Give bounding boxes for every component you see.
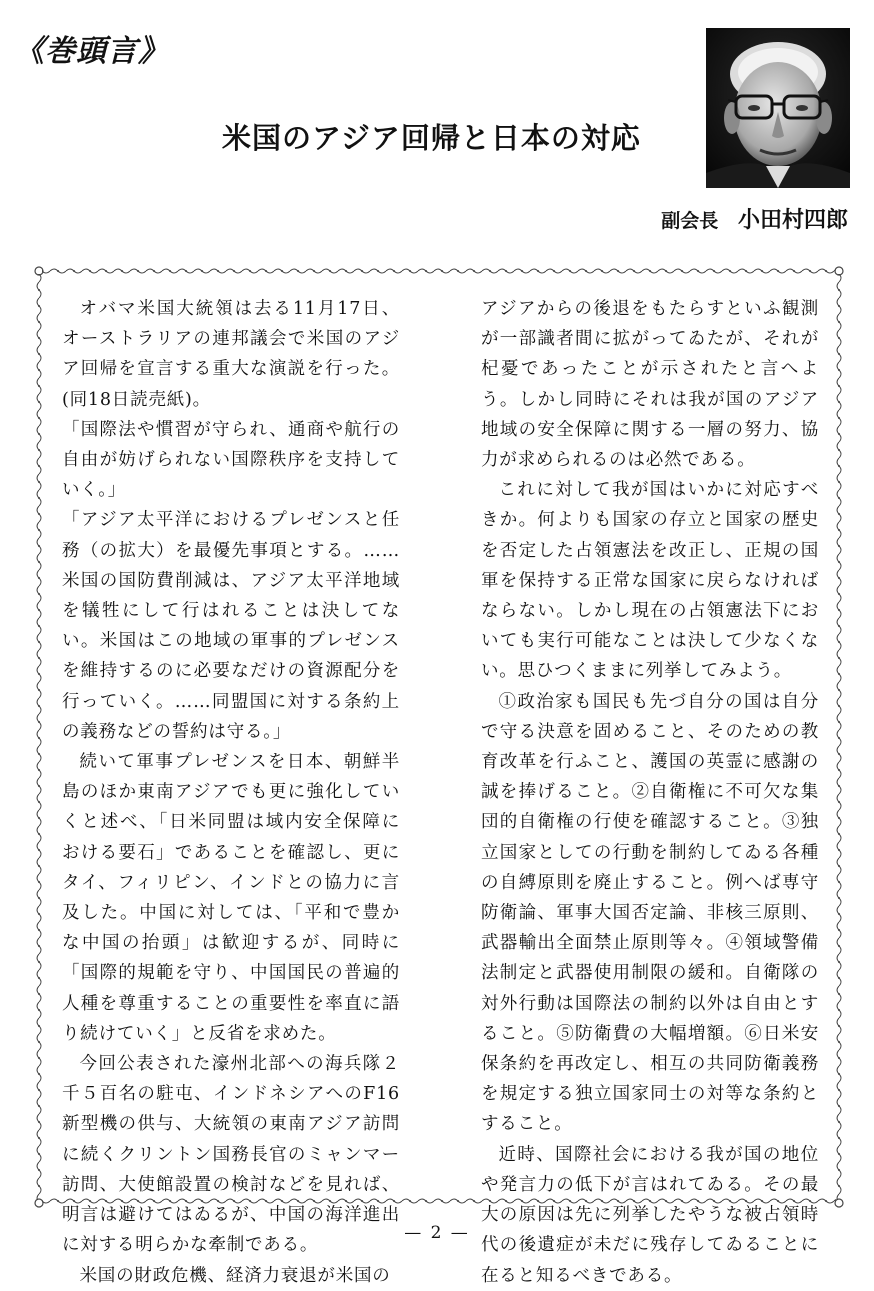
- author-portrait: [706, 28, 850, 188]
- section-tag: 《巻頭言》: [14, 34, 169, 69]
- paragraph: アジアからの後退をもたらすといふ観測が一部識者間に拡がってゐたが、それが杞憂であったことが示されたと言へよう。しかし同時にそれは我が国のアジア地域の安全保障に関する一層の努力、協力が求められるのは必然である。: [481, 299, 819, 471]
- author-role: 副会長: [661, 210, 719, 232]
- paragraph: これに対して我が国はいかに対応すべきか。何よりも国家の存立と国家の歴史を否定した占領憲法を改正し、正規の国軍を保持する正常な国家に戻らなければならない。しかし現在の占領憲法下においても実行可能なことは決して少なくない。思ひつくままに列挙してみよう。: [481, 480, 819, 682]
- paragraph: 近時、国際社会における我が国の地位や発言力の低下が言はれてゐる。その最大の原因は先に列挙したやうな被占領時代の後遺症が未だに残存してゐることに在ると知るべきである。: [481, 1144, 819, 1286]
- author-name: 小田村四郎: [737, 207, 848, 233]
- article-title: 米国のアジア回帰と日本の対応: [222, 121, 641, 155]
- paragraph: オバマ米国大統領は去る11月17日、オーストラリアの連邦議会で米国のアジア回帰を宣言する重大な演説を行った。(同18日読売紙)。: [62, 299, 400, 410]
- author-byline: [661, 203, 848, 234]
- quote-paragraph: 「国際法や慣習が守られ、通商や航行の自由が妨げられない国際秩序を支持していく。」: [62, 419, 400, 501]
- paragraph: ①政治家も国民も先づ自分の国は自分で守る決意を固めること、そのための教育改革を行ふこと、護国の英霊に感謝の誠を捧げること。②自衛権に不可欠な集団的自衛権の行使を確認すること。③独立国家としての行動を制約してゐる各種の自縛原則を廃止すること。例へば専守防衛論、軍事大国否定論、非核三原則、武器輸出全面禁止原則等々。④領域警備法制定と武器使用制限の緩和。自衛隊の対外行動は国際法の制約以外は自由とすること。⑤防衛費の大幅増額。⑥日米安保条約を再改定し、相互の共同防衛義務を規定する独立国家同士の対等な条約とすること。: [481, 691, 819, 1135]
- left-column: [62, 294, 400, 1291]
- paragraph: 今回公表された濠州北部への海兵隊２千５百名の駐屯、インドネシアへのF16新型機の供与、大統領の東南アジア訪問に続くクリントン国務長官のミャンマー訪問、大使館設置の検討などを見れば、明言は避けてはゐるが、中国の海洋進出に対する明らかな牽制である。: [62, 1054, 400, 1256]
- paragraph: 米国の財政危機、経済力衰退が米国の: [79, 1265, 391, 1286]
- right-column: [481, 294, 819, 1291]
- paragraph: 続いて軍事プレゼンスを日本、朝鮮半島のほか東南アジアでも更に強化していくと述べ、「日米同盟は域内安全保障における要石」であることを確認し、更にタイ、フィリピン、インドとの協力に言及した。中国に対しては、「平和で豊かな中国の抬頭」は歓迎するが、同時に「国際的規範を守り、中国国民の普遍的人種を尊重することの重要性を率直に語り続けていく」と反省を求めた。: [62, 752, 400, 1044]
- quote-paragraph: 「アジア太平洋におけるプレゼンスと任務（の拡大）を最優先事項とする。……米国の国防費削減は、アジア太平洋地域を犠牲にして行はれることは決してない。米国はこの地域の軍事的プレゼンスを維持するのに必要なだけの資源配分を行っていく。……同盟国に対する条約上の義務などの誓約は守る。」: [62, 510, 400, 742]
- page-number: — 2 —: [404, 1223, 470, 1243]
